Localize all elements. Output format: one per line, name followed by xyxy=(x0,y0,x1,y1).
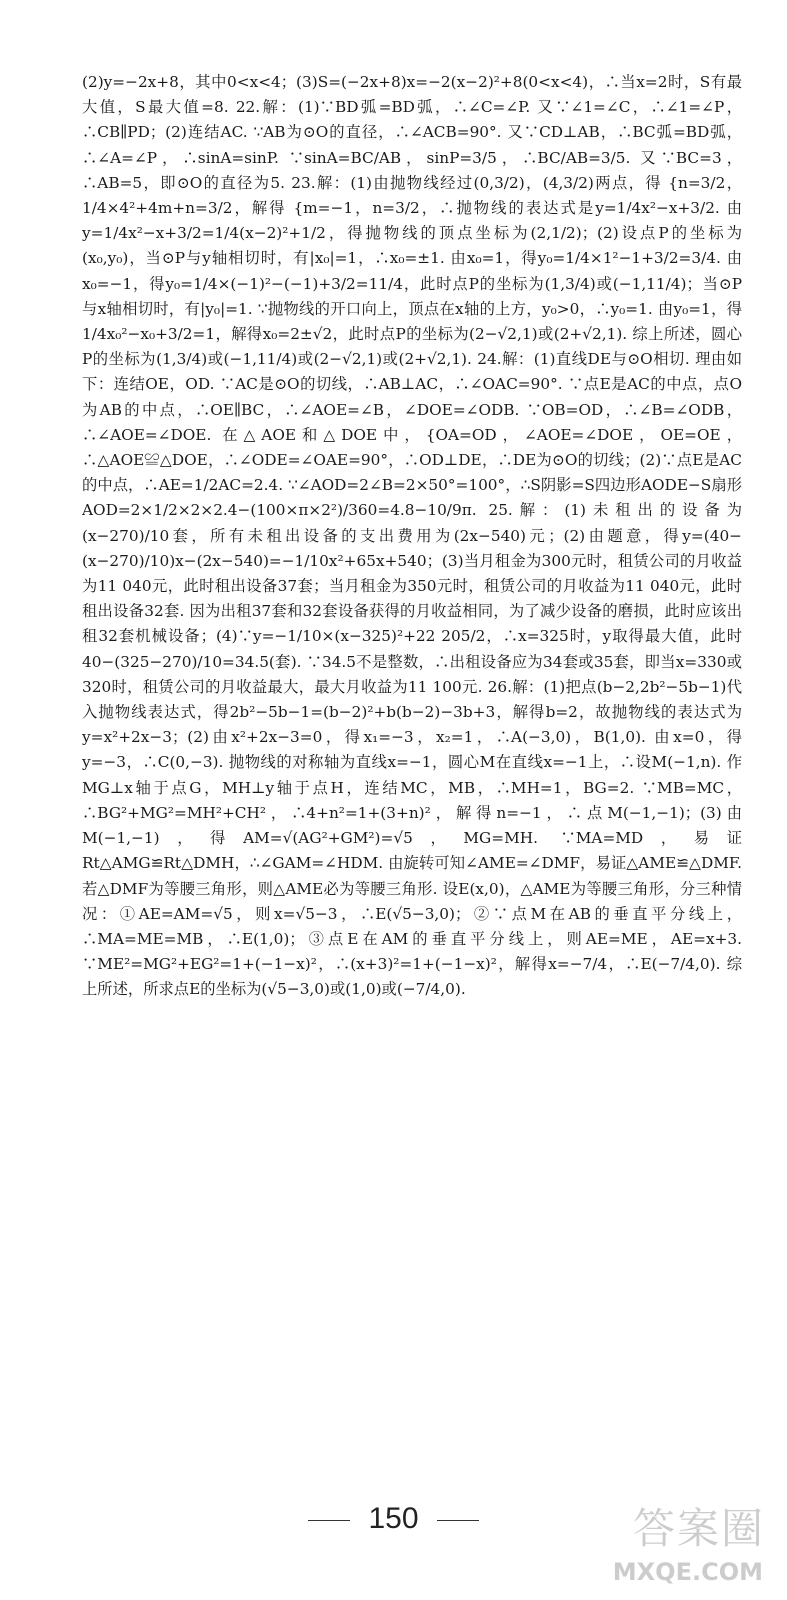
solution-paragraph: (2)y=−2x+8，其中0<x<4；(3)S=(−2x+8)x=−2(x−2)²+8(0<x<4)，∴当x=2时，S有最大值，S最大值=8. 22.解：(1)∵BD弧=BD弧，∴∠C=∠P. 又∵∠1=∠C，∴∠1=∠P，∴CB∥PD；(2)连结AC. ∵AB为⊙O的直径，∴∠ACB=90°. 又∵CD⊥AB，∴BC弧=BD弧，∴∠A=∠P，∴sinA=sinP. ∵sinA=BC/AB，sinP=3/5，∴BC/AB=3/5. 又∵BC=3，∴AB=5，即⊙O的直径为5. 23.解：(1)由抛物线经过(0,3/2)，(4,3/2)两点，得 {n=3/2，1/4×4²+4m+n=3/2，解得 {m=−1，n=3/2，∴抛物线的表达式是y=1/4x²−x+3/2. 由y=1/4x²−x+3/2=1/4(x−2)²+1/2，得抛物线的顶点坐标为(2,1/2)；(2)设点P的坐标为(x₀,y₀)，当⊙P与y轴相切时，有|x₀|=1，∴x₀=±1. 由x₀=1，得y₀=1/4×1²−1+3/2=3/4. 由x₀=−1，得y₀=1/4×(−1)²−(−1)+3/2=11/4，此时点P的坐标为(1,3/4)或(−1,11/4)；当⊙P与x轴相切时，有|y₀|=1. ∵抛物线的开口向上，顶点在x轴的上方，y₀>0，∴y₀=1. 由y₀=1，得1/4x₀²−x₀+3/2=1，解得x₀=2±√2，此时点P的坐标为(2−√2,1)或(2+√2,1). 综上所述，圆心P的坐标为(1,3/4)或(−1,11/4)或(2−√2,1)或(2+√2,1). 24.解：(1)直线DE与⊙O相切. 理由如下：连结OE，OD. ∵AC是⊙O的切线，∴AB⊥AC，∴∠OAC=90°. ∵点E是AC的中点，点O为AB的中点，∴OE∥BC，∴∠AOE=∠B，∠DOE=∠ODB. ∵OB=OD，∴∠B=∠ODB，∴∠AOE=∠DOE. 在△AOE和△DOE中，{OA=OD，∠AOE=∠DOE，OE=OE，∴△AOE≌△DOE，∴∠ODE=∠OAE=90°，∴OD⊥DE，∴DE为⊙O的切线；(2)∵点E是AC的中点，∴AE=1/2AC=2.4. ∵∠AOD=2∠B=2×50°=100°，∴S阴影=S四边形AODE−S扇形AOD=2×1/2×2×2.4−(100×π×2²)/360=4.8−10/9π. 25.解：(1)未租出的设备为(x−270)/10套，所有未租出设备的支出费用为(2x−540)元；(2)由题意，得y=(40−(x−270)/10)x−(2x−540)=−1/10x²+65x+540；(3)当月租金为300元时，租赁公司的月收益为11 040元，此时租出设备37套；当月租金为350元时，租赁公司的月收益为11 040元，此时租出设备32套. 因为出租37套和32套设备获得的月收益相同，为了减少设备的磨损，此时应该出租32套机械设备；(4)∵y=−1/10×(x−325)²+22 205/2，∴x=325时，y取得最大值，此时40−(325−270)/10=34.5(套). ∵34.5不是整数，∴出租设备应为34套或35套，即当x=330或320时，租赁公司的月收益最大，最大月收益为11 100元. 26.解：(1)把点(b−2,2b²−5b−1)代入抛物线表达式，得2b²−5b−1=(b−2)²+b(b−2)−3b+3，解得b=2，故抛物线的表达式为y=x²+2x−3；(2)由x²+2x−3=0，得x₁=−3，x₂=1，∴A(−3,0)，B(1,0). 由x=0，得y=−3，∴C(0,−3). 抛物线的对称轴为直线x=−1，圆心M在直线x=−1上，∴设M(−1,n). 作MG⊥x轴于点G，MH⊥y轴于点H，连结MC，MB，∴MH=1，BG=2. ∵MB=MC，∴BG²+MG²=MH²+CH²，∴4+n²=1+(3+n)²，解得n=−1，∴点M(−1,−1)；(3)由M(−1,−1)，得AM=√(AG²+GM²)=√5，MG=MH. ∵MA=MD，易证Rt△AMG≌Rt△DMH，∴∠GAM=∠HDM. 由旋转可知∠AME=∠DMF，易证△AME≌△DMF. 若△DMF为等腰三角形，则△AME必为等腰三角形. 设E(x,0)，△AME为等腰三角形，分三种情况：①AE=AM=√5，则x=√5−3，∴E(√5−3,0)；②∵点M在AB的垂直平分线上，∴MA=ME=MB，∴E(1,0)；③点E在AM的垂直平分线上，则AE=ME，AE=x+3. ∵ME²=MG²+EG²=1+(−1−x)²，∴(x+3)²=1+(−1−x)²，解得x=−7/4，∴E(−7/4,0). 综上所述，所求点E的坐标为(√5−3,0)或(1,0)或(−7/4,0). xyxy=(82,73,742,999)
watermark-logo xyxy=(591,1496,769,1588)
page-number: 150 xyxy=(368,1502,419,1535)
right-dash-decoration xyxy=(437,1520,479,1521)
watermark-url-text: MXQE.COM xyxy=(612,1558,763,1586)
watermark-chinese-text: 答案圈 xyxy=(632,1504,765,1553)
solution-text-block xyxy=(82,70,742,1460)
left-dash-decoration xyxy=(308,1520,350,1521)
